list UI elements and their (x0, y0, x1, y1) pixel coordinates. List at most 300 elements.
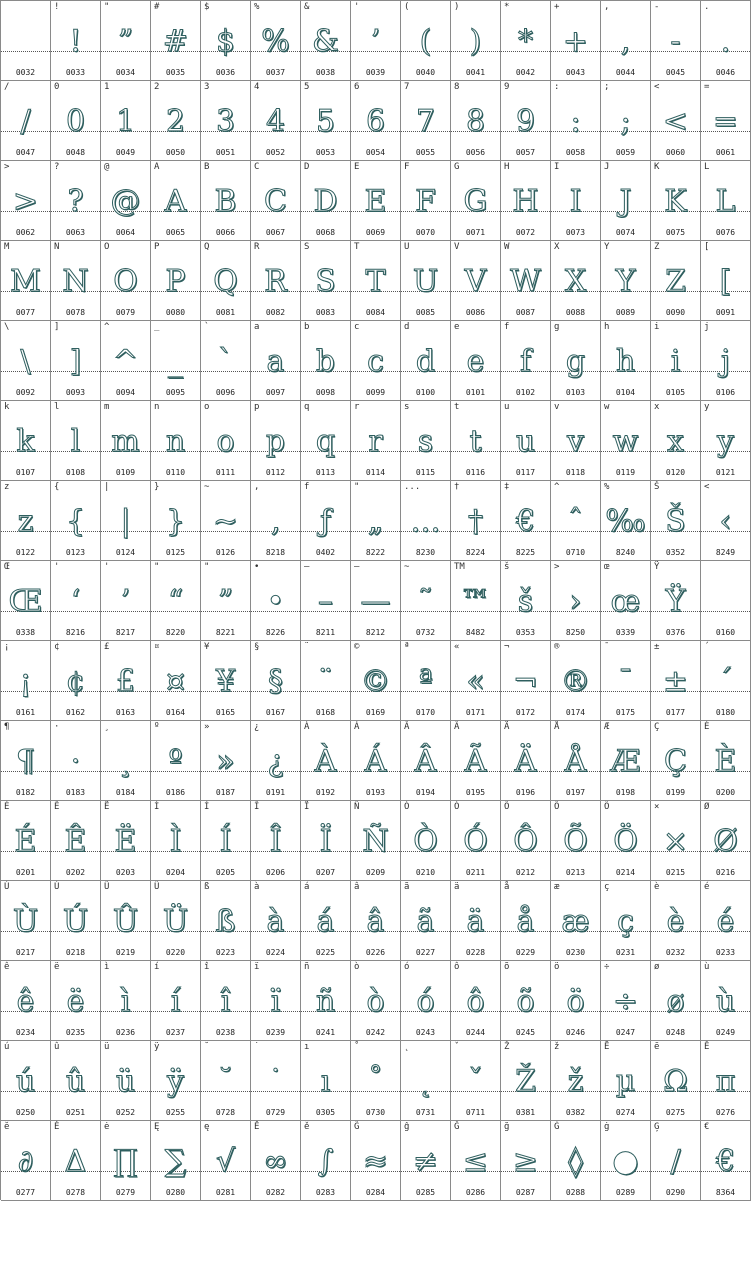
glyph-cell[interactable] (601, 321, 651, 401)
glyph-cell[interactable] (101, 801, 151, 881)
glyph-cell[interactable] (601, 641, 651, 721)
glyph-cell[interactable] (51, 321, 101, 401)
glyph-cell[interactable] (701, 801, 751, 881)
glyph-cell[interactable] (601, 1121, 651, 1201)
glyph-cell[interactable] (451, 241, 501, 321)
glyph-cell[interactable] (1, 721, 51, 801)
glyph-cell[interactable] (551, 961, 601, 1041)
glyph-cell[interactable] (201, 81, 251, 161)
glyph-cell[interactable] (501, 881, 551, 961)
glyph-cell[interactable] (201, 1, 251, 81)
glyph-cell[interactable] (651, 561, 701, 641)
glyph-cell[interactable] (251, 641, 301, 721)
glyph-cell[interactable] (601, 801, 651, 881)
glyph-cell-label: ¡ (4, 642, 10, 652)
glyph-cell[interactable] (301, 1, 351, 81)
glyph-preview: π (715, 1064, 736, 1099)
glyph-cell-label: < (704, 482, 710, 492)
glyph-cell[interactable] (1, 161, 51, 241)
glyph-preview: ù (715, 984, 736, 1019)
glyph-cell[interactable] (201, 801, 251, 881)
glyph-cell[interactable] (651, 401, 701, 481)
glyph-preview: Y (615, 264, 636, 299)
glyph-cell[interactable] (51, 1121, 101, 1201)
glyph-cell[interactable] (601, 961, 651, 1041)
glyph-cell[interactable] (651, 241, 701, 321)
glyph-cell[interactable] (701, 321, 751, 401)
glyph-cell[interactable] (601, 561, 651, 641)
glyph-cell[interactable] (501, 1, 551, 81)
glyph-cell[interactable] (601, 241, 651, 321)
glyph-cell[interactable] (551, 1, 601, 81)
glyph-cell-label: º (154, 722, 160, 732)
glyph-cell[interactable] (1, 1, 51, 81)
glyph-cell[interactable] (51, 641, 101, 721)
glyph-cell[interactable] (351, 721, 401, 801)
glyph-cell[interactable] (451, 161, 501, 241)
glyph-cell[interactable] (101, 1, 151, 81)
glyph-cell[interactable] (101, 81, 151, 161)
glyph-cell-label: { (54, 482, 60, 492)
glyph-cell[interactable] (51, 881, 101, 961)
glyph-cell[interactable] (201, 641, 251, 721)
glyph-cell[interactable] (601, 81, 651, 161)
glyph-preview: Œ (8, 584, 43, 619)
glyph-cell[interactable] (351, 1041, 401, 1121)
glyph-code: 0225 (315, 948, 336, 957)
glyph-cell[interactable] (651, 801, 701, 881)
glyph-cell[interactable] (501, 481, 551, 561)
glyph-cell-label: 0 (54, 82, 60, 92)
glyph-cell-label: 7 (404, 82, 410, 92)
glyph-cell[interactable] (351, 801, 401, 881)
glyph-cell[interactable] (201, 161, 251, 241)
glyph-cell-label: 2 (154, 82, 160, 92)
glyph-cell[interactable] (51, 561, 101, 641)
glyph-code: 0183 (65, 788, 86, 797)
glyph-code: 0231 (615, 948, 636, 957)
glyph-cell[interactable] (101, 641, 151, 721)
glyph-cell[interactable] (651, 961, 701, 1041)
glyph-code: 0711 (465, 1108, 486, 1117)
glyph-cell[interactable] (151, 1, 201, 81)
glyph-cell[interactable] (151, 1041, 201, 1121)
glyph-cell[interactable] (51, 401, 101, 481)
glyph-code: 0165 (215, 708, 236, 717)
glyph-cell[interactable] (301, 881, 351, 961)
glyph-cell[interactable] (151, 1121, 201, 1201)
glyph-cell[interactable] (401, 481, 451, 561)
glyph-cell[interactable] (251, 801, 301, 881)
glyph-cell-label: è (654, 882, 660, 892)
glyph-cell[interactable] (601, 401, 651, 481)
glyph-cell[interactable] (401, 81, 451, 161)
glyph-cell[interactable] (351, 161, 401, 241)
glyph-cell[interactable] (101, 1041, 151, 1121)
glyph-cell[interactable] (401, 801, 451, 881)
glyph-cell-label: ' (354, 2, 360, 12)
glyph-preview: b (315, 344, 336, 379)
glyph-cell[interactable] (101, 561, 151, 641)
glyph-cell[interactable] (101, 161, 151, 241)
glyph-cell[interactable] (101, 321, 151, 401)
glyph-cell[interactable] (551, 561, 601, 641)
glyph-cell[interactable] (501, 161, 551, 241)
glyph-cell[interactable] (351, 881, 401, 961)
glyph-cell[interactable] (351, 561, 401, 641)
glyph-cell-label: Ĝ (354, 1122, 360, 1132)
glyph-cell[interactable] (401, 401, 451, 481)
glyph-preview: f (519, 344, 532, 379)
glyph-cell[interactable] (1, 641, 51, 721)
glyph-cell[interactable] (1, 81, 51, 161)
glyph-preview: 4 (265, 104, 286, 139)
glyph-cell[interactable] (501, 641, 551, 721)
glyph-code: 0089 (615, 308, 636, 317)
glyph-cell[interactable] (151, 561, 201, 641)
glyph-cell[interactable] (701, 961, 751, 1041)
glyph-cell[interactable] (401, 961, 451, 1041)
glyph-cell[interactable] (301, 401, 351, 481)
glyph-cell[interactable] (151, 241, 201, 321)
glyph-cell[interactable] (501, 961, 551, 1041)
glyph-cell-label: € (704, 1122, 710, 1132)
glyph-code: 0105 (665, 388, 686, 397)
glyph-cell-label: ® (554, 642, 560, 652)
glyph-preview: r (368, 424, 383, 459)
glyph-preview: • (266, 584, 285, 619)
glyph-cell[interactable] (701, 641, 751, 721)
glyph-cell[interactable] (51, 241, 101, 321)
glyph-cell[interactable] (701, 161, 751, 241)
glyph-cell[interactable] (701, 721, 751, 801)
glyph-cell[interactable] (101, 961, 151, 1041)
glyph-cell[interactable] (51, 721, 101, 801)
glyph-preview: › (569, 584, 582, 619)
glyph-cell[interactable] (601, 881, 651, 961)
glyph-cell[interactable] (651, 1041, 701, 1121)
glyph-cell[interactable] (451, 401, 501, 481)
glyph-cell[interactable] (701, 481, 751, 561)
glyph-cell[interactable] (651, 481, 701, 561)
glyph-cell-label: x (654, 402, 660, 412)
glyph-cell[interactable] (351, 481, 401, 561)
glyph-cell-label: . (704, 2, 710, 12)
glyph-cell[interactable] (151, 161, 201, 241)
glyph-code: 0219 (115, 948, 136, 957)
glyph-cell[interactable] (301, 1121, 351, 1201)
glyph-preview: î (220, 984, 231, 1019)
glyph-cell[interactable] (201, 321, 251, 401)
glyph-cell[interactable] (551, 81, 601, 161)
glyph-cell[interactable] (201, 401, 251, 481)
glyph-cell[interactable] (301, 961, 351, 1041)
glyph-cell[interactable] (501, 401, 551, 481)
glyph-cell[interactable] (401, 241, 451, 321)
glyph-cell[interactable] (301, 801, 351, 881)
glyph-cell[interactable] (351, 641, 401, 721)
glyph-cell[interactable] (701, 1041, 751, 1121)
glyph-cell[interactable] (551, 721, 601, 801)
glyph-cell[interactable] (51, 1041, 101, 1121)
glyph-cell[interactable] (501, 81, 551, 161)
glyph-cell[interactable] (401, 561, 451, 641)
glyph-cell[interactable] (601, 481, 651, 561)
glyph-cell[interactable] (451, 321, 501, 401)
glyph-cell[interactable] (301, 641, 351, 721)
glyph-preview: Q (213, 264, 238, 299)
glyph-cell[interactable] (401, 161, 451, 241)
glyph-cell[interactable] (151, 81, 201, 161)
glyph-cell[interactable] (301, 1041, 351, 1121)
glyph-cell[interactable] (251, 881, 301, 961)
glyph-cell[interactable] (401, 1041, 451, 1121)
glyph-cell[interactable] (251, 161, 301, 241)
glyph-cell[interactable] (151, 401, 201, 481)
glyph-cell[interactable] (151, 481, 201, 561)
glyph-cell-label: ē (654, 1042, 660, 1052)
glyph-cell[interactable] (401, 641, 451, 721)
glyph-cell[interactable] (651, 1121, 701, 1201)
glyph-preview: ≈ (362, 1144, 389, 1179)
glyph-cell[interactable] (701, 401, 751, 481)
glyph-cell[interactable] (401, 1121, 451, 1201)
glyph-preview: E (364, 184, 387, 219)
glyph-cell[interactable] (51, 1, 101, 81)
glyph-cell[interactable] (451, 961, 501, 1041)
glyph-cell[interactable] (251, 1041, 301, 1121)
glyph-cell[interactable] (551, 481, 601, 561)
glyph-cell[interactable] (151, 321, 201, 401)
glyph-cell[interactable] (501, 801, 551, 881)
glyph-code: 0732 (415, 628, 436, 637)
glyph-cell[interactable] (551, 641, 601, 721)
glyph-cell[interactable] (351, 961, 401, 1041)
glyph-cell[interactable] (701, 241, 751, 321)
glyph-cell[interactable] (651, 321, 701, 401)
glyph-cell[interactable] (101, 401, 151, 481)
glyph-cell[interactable] (451, 1, 501, 81)
glyph-cell[interactable] (651, 881, 701, 961)
glyph-cell[interactable] (251, 961, 301, 1041)
glyph-cell[interactable] (451, 721, 501, 801)
glyph-cell[interactable] (201, 561, 251, 641)
glyph-cell[interactable] (451, 481, 501, 561)
glyph-cell-label: z (4, 482, 10, 492)
glyph-cell[interactable] (251, 1121, 301, 1201)
glyph-cell[interactable] (1, 1041, 51, 1121)
glyph-cell[interactable] (101, 481, 151, 561)
glyph-code: 0087 (515, 308, 536, 317)
glyph-cell-label: Ç (654, 722, 660, 732)
glyph-cell[interactable] (551, 321, 601, 401)
glyph-cell-label: U (404, 242, 410, 252)
glyph-cell[interactable] (501, 321, 551, 401)
glyph-cell[interactable] (151, 881, 201, 961)
glyph-cell[interactable] (401, 721, 451, 801)
glyph-cell[interactable] (601, 721, 651, 801)
glyph-cell[interactable] (651, 81, 701, 161)
glyph-cell[interactable] (251, 241, 301, 321)
glyph-cell[interactable] (451, 561, 501, 641)
glyph-code: 0247 (615, 1028, 636, 1037)
glyph-cell[interactable] (701, 561, 751, 641)
glyph-cell[interactable] (251, 81, 301, 161)
glyph-preview: ˆ (568, 504, 583, 539)
glyph-preview: ç (617, 904, 634, 939)
glyph-cell[interactable] (201, 721, 251, 801)
glyph-code: 0205 (215, 868, 236, 877)
glyph-cell-label: ¶ (4, 722, 10, 732)
glyph-code: 0086 (465, 308, 486, 317)
glyph-cell[interactable] (51, 161, 101, 241)
glyph-cell[interactable] (701, 1, 751, 81)
glyph-cell-label: ^ (554, 482, 560, 492)
glyph-cell[interactable] (301, 81, 351, 161)
glyph-cell[interactable] (201, 881, 251, 961)
glyph-cell[interactable] (251, 1, 301, 81)
glyph-cell[interactable] (201, 1041, 251, 1121)
glyph-cell[interactable] (201, 241, 251, 321)
glyph-cell[interactable] (251, 401, 301, 481)
glyph-cell[interactable] (1, 321, 51, 401)
glyph-cell[interactable] (551, 241, 601, 321)
glyph-cell[interactable] (251, 561, 301, 641)
glyph-cell[interactable] (601, 1041, 651, 1121)
glyph-cell[interactable] (51, 961, 101, 1041)
glyph-cell[interactable] (551, 881, 601, 961)
glyph-cell-label: 1 (104, 82, 110, 92)
glyph-cell[interactable] (1, 401, 51, 481)
glyph-cell[interactable] (551, 1041, 601, 1121)
glyph-cell-label: Û (104, 882, 110, 892)
glyph-preview: 8 (465, 104, 486, 139)
glyph-cell[interactable] (501, 241, 551, 321)
glyph-preview: Ó (463, 824, 488, 859)
glyph-cell[interactable] (101, 241, 151, 321)
glyph-cell-label: ? (54, 162, 60, 172)
glyph-cell[interactable] (301, 721, 351, 801)
glyph-cell[interactable] (351, 401, 401, 481)
glyph-cell[interactable] (701, 1121, 751, 1201)
glyph-cell[interactable] (301, 161, 351, 241)
glyph-cell[interactable] (701, 881, 751, 961)
glyph-preview: l (70, 424, 81, 459)
glyph-cell[interactable] (201, 481, 251, 561)
glyph-cell[interactable] (651, 721, 701, 801)
glyph-cell[interactable] (351, 1121, 401, 1201)
glyph-cell[interactable] (351, 321, 401, 401)
glyph-cell[interactable] (1, 801, 51, 881)
glyph-cell-label: | (104, 482, 110, 492)
glyph-cell[interactable] (101, 1121, 151, 1201)
glyph-preview: v (567, 424, 584, 459)
glyph-cell-label: } (154, 482, 160, 492)
glyph-cell[interactable] (451, 881, 501, 961)
glyph-cell[interactable] (1, 1121, 51, 1201)
glyph-preview: ¯ (618, 664, 633, 699)
glyph-cell[interactable] (651, 1, 701, 81)
glyph-cell[interactable] (551, 401, 601, 481)
glyph-cell[interactable] (201, 1121, 251, 1201)
glyph-preview: : (570, 104, 581, 139)
glyph-cell-label: l (54, 402, 60, 412)
glyph-code: 0238 (215, 1028, 236, 1037)
glyph-code: 0095 (165, 388, 186, 397)
glyph-cell[interactable] (301, 481, 351, 561)
glyph-cell[interactable] (701, 81, 751, 161)
glyph-cell[interactable] (501, 561, 551, 641)
glyph-cell[interactable] (651, 161, 701, 241)
glyph-cell[interactable] (301, 561, 351, 641)
glyph-code: 0275 (665, 1108, 686, 1117)
glyph-code: 0107 (15, 468, 36, 477)
glyph-cell[interactable] (51, 801, 101, 881)
glyph-cell[interactable] (51, 481, 101, 561)
glyph-cell[interactable] (551, 161, 601, 241)
glyph-cell[interactable] (451, 1121, 501, 1201)
glyph-preview: ∂ (17, 1144, 34, 1179)
glyph-cell[interactable] (151, 801, 201, 881)
glyph-cell[interactable] (351, 241, 401, 321)
glyph-cell[interactable] (501, 1121, 551, 1201)
glyph-cell[interactable] (251, 721, 301, 801)
glyph-preview: > (12, 184, 39, 219)
glyph-cell[interactable] (451, 81, 501, 161)
glyph-cell[interactable] (51, 81, 101, 161)
glyph-cell[interactable] (551, 1121, 601, 1201)
glyph-cell[interactable] (401, 881, 451, 961)
glyph-cell[interactable] (101, 721, 151, 801)
glyph-cell[interactable] (501, 1041, 551, 1121)
glyph-preview: w (612, 424, 639, 459)
glyph-cell[interactable] (601, 1, 651, 81)
glyph-cell[interactable] (151, 721, 201, 801)
glyph-cell[interactable] (201, 961, 251, 1041)
glyph-cell[interactable] (351, 1, 401, 81)
glyph-cell[interactable] (401, 321, 451, 401)
glyph-preview: ` (218, 344, 233, 379)
glyph-cell[interactable] (551, 801, 601, 881)
glyph-cell[interactable] (151, 961, 201, 1041)
glyph-cell[interactable] (1, 961, 51, 1041)
glyph-preview: š (517, 584, 534, 619)
glyph-cell[interactable] (501, 721, 551, 801)
glyph-cell[interactable] (251, 481, 301, 561)
glyph-code: 0049 (115, 148, 136, 157)
glyph-cell[interactable] (301, 241, 351, 321)
glyph-cell[interactable] (251, 321, 301, 401)
glyph-cell[interactable] (1, 481, 51, 561)
glyph-cell-label: S (304, 242, 310, 252)
glyph-cell[interactable] (451, 801, 501, 881)
glyph-cell[interactable] (401, 1, 451, 81)
glyph-cell[interactable] (451, 1041, 501, 1121)
glyph-cell[interactable] (651, 641, 701, 721)
glyph-cell[interactable] (1, 881, 51, 961)
glyph-preview: · (70, 744, 81, 779)
glyph-cell-label: A (154, 162, 160, 172)
glyph-cell[interactable] (1, 241, 51, 321)
glyph-code: 0286 (465, 1188, 486, 1197)
glyph-cell[interactable] (151, 641, 201, 721)
glyph-cell[interactable] (601, 161, 651, 241)
glyph-cell[interactable] (101, 881, 151, 961)
glyph-cell[interactable] (351, 81, 401, 161)
glyph-cell[interactable] (451, 641, 501, 721)
glyph-cell[interactable] (1, 561, 51, 641)
glyph-cell[interactable] (301, 321, 351, 401)
